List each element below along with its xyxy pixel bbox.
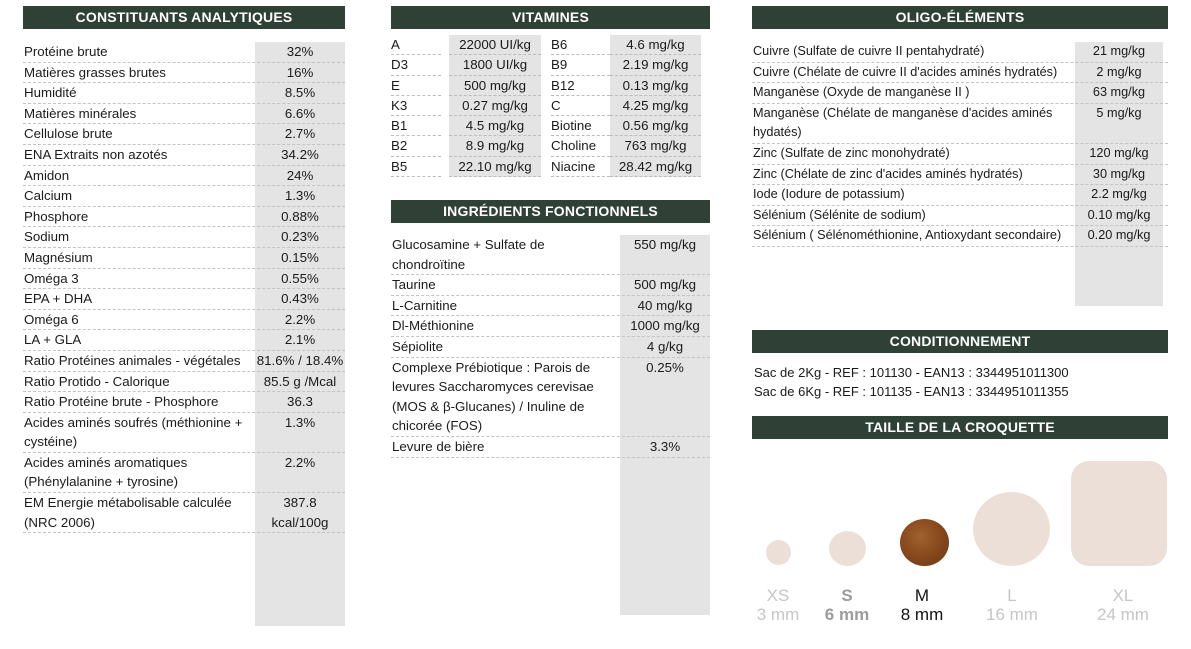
kibble-label-l bbox=[972, 586, 1052, 624]
row-value: 2.2% bbox=[284, 311, 316, 327]
row-value: 1.3% bbox=[284, 188, 316, 204]
analytical-row bbox=[23, 63, 345, 84]
vitamins-title: VITAMINES bbox=[391, 6, 710, 29]
vitamins-table bbox=[391, 35, 710, 177]
kibble-size-mm: 8 mm bbox=[900, 605, 944, 624]
row-value: 2.2 mg/kg bbox=[1091, 187, 1147, 202]
row-value: 63 mg/kg bbox=[1092, 85, 1146, 100]
row-label: Sélénium (Sélénite de sodium) bbox=[753, 207, 926, 222]
analytical-row bbox=[23, 124, 345, 145]
row-value: 1000 mg/kg bbox=[630, 318, 700, 334]
analytical-row bbox=[23, 413, 345, 453]
row-value: 2 mg/kg bbox=[1096, 64, 1142, 79]
row-value: 0.15% bbox=[281, 249, 319, 265]
vitamin-value: 4.25 mg/kg bbox=[610, 96, 701, 116]
row-label: L-Carnitine bbox=[392, 297, 458, 313]
analytical-section bbox=[23, 6, 345, 533]
row-value: 6.6% bbox=[284, 105, 316, 121]
kibble-size-title: TAILLE DE LA CROQUETTE bbox=[752, 416, 1168, 439]
analytical-row bbox=[23, 392, 345, 413]
row-value: 24% bbox=[286, 167, 314, 183]
row-value: 0.10 mg/kg bbox=[1087, 207, 1151, 222]
row-value: 21 mg/kg bbox=[1092, 44, 1146, 58]
vitamin-name: B12 bbox=[551, 76, 610, 96]
row-value: 0.20 mg/kg bbox=[1087, 228, 1151, 243]
analytical-row bbox=[23, 104, 345, 125]
functional-row bbox=[391, 316, 710, 337]
row-value: 2.2% bbox=[284, 454, 316, 470]
vitamin-value: 0.27 mg/kg bbox=[449, 96, 541, 116]
row-value: 32% bbox=[286, 44, 314, 59]
kibble-s-shape bbox=[829, 531, 866, 566]
analytical-row bbox=[23, 207, 345, 228]
row-value: 85.5 g /Mcal bbox=[263, 373, 337, 389]
vitamin-name: B1 bbox=[391, 116, 441, 136]
vitamin-value: 22.10 mg/kg bbox=[449, 157, 541, 177]
oligo-row bbox=[752, 83, 1168, 104]
vitamin-value: 763 mg/kg bbox=[610, 136, 701, 156]
row-label: Taurine bbox=[392, 277, 436, 293]
vitamin-value: 0.56 mg/kg bbox=[610, 116, 701, 136]
row-value: 0.88% bbox=[281, 208, 319, 224]
functional-row bbox=[391, 358, 710, 437]
analytical-row bbox=[23, 248, 345, 269]
row-value: 30 mg/kg bbox=[1092, 166, 1146, 181]
row-value: 1.3% bbox=[284, 414, 316, 430]
analytical-row bbox=[23, 330, 345, 351]
oligo-title: OLIGO-ÉLÉMENTS bbox=[752, 6, 1168, 29]
vitamin-row bbox=[391, 76, 710, 96]
row-label: Zinc (Chélate de zinc d'acides aminés hydratés) bbox=[753, 166, 1023, 181]
kibble-size-mm: 6 mm bbox=[824, 605, 870, 624]
row-label: Ratio Protéines animales - végétales bbox=[24, 352, 241, 368]
row-value: 40 mg/kg bbox=[637, 297, 693, 313]
packaging-line: Sac de 2Kg - REF : 101130 - EAN13 : 3344951011300 bbox=[754, 365, 1069, 380]
row-label: Oméga 6 bbox=[24, 311, 79, 327]
kibble-xl-shape bbox=[1071, 461, 1167, 566]
row-label: Sodium bbox=[24, 229, 70, 245]
vitamin-value: 0.13 mg/kg bbox=[610, 76, 701, 96]
row-label: Manganèse (Chélate de manganèse d'acides aminés hydatés) bbox=[753, 105, 1053, 140]
row-label: LA + GLA bbox=[24, 332, 82, 348]
row-label: Iode (Iodure de potassium) bbox=[753, 187, 905, 202]
row-value: 3.3% bbox=[649, 438, 681, 454]
row-value: 16% bbox=[286, 64, 314, 80]
vitamin-name: B9 bbox=[551, 55, 610, 75]
vitamin-row bbox=[391, 35, 710, 55]
analytical-row bbox=[23, 289, 345, 310]
row-value: 0.55% bbox=[281, 270, 319, 286]
row-label: ENA Extraits non azotés bbox=[24, 146, 168, 162]
functional-section bbox=[391, 200, 710, 458]
kibble-size-letter: XS bbox=[766, 586, 790, 605]
row-label: Acides aminés soufrés (méthionine + cystéine) bbox=[24, 414, 243, 450]
row-value: 120 mg/kg bbox=[1089, 145, 1149, 160]
oligo-row bbox=[752, 144, 1168, 165]
kibble-size-mm: 3 mm bbox=[756, 605, 800, 624]
oligo-table bbox=[752, 42, 1168, 247]
row-label: Ratio Protido - Calorique bbox=[24, 373, 170, 389]
analytical-row bbox=[23, 351, 345, 372]
kibble-m-shape bbox=[900, 519, 949, 566]
packaging-section bbox=[752, 330, 1168, 401]
analytical-row bbox=[23, 453, 345, 493]
row-label: Manganèse (Oxyde de manganèse II ) bbox=[753, 85, 970, 100]
kibble-size-letter: XL bbox=[1112, 586, 1134, 605]
row-value: 387.8 kcal/100g bbox=[271, 495, 329, 530]
analytical-row bbox=[23, 166, 345, 187]
row-label: Sépiolite bbox=[392, 338, 444, 354]
vitamin-value: 500 mg/kg bbox=[449, 76, 541, 96]
analytical-row bbox=[23, 145, 345, 166]
analytical-row bbox=[23, 227, 345, 248]
vitamin-row bbox=[391, 55, 710, 75]
row-label: Phosphore bbox=[24, 208, 89, 224]
vitamin-row bbox=[391, 96, 710, 116]
oligo-row bbox=[752, 63, 1168, 84]
functional-row bbox=[391, 235, 710, 275]
row-label: EPA + DHA bbox=[24, 291, 93, 307]
packaging-title: CONDITIONNEMENT bbox=[752, 330, 1168, 353]
row-label: Matières minérales bbox=[24, 105, 137, 121]
vitamin-name: Choline bbox=[551, 136, 610, 156]
row-value: 0.25% bbox=[646, 359, 684, 375]
row-label: Matières grasses brutes bbox=[24, 64, 166, 80]
row-label: Humidité bbox=[24, 85, 77, 101]
row-label: Cellulose brute bbox=[24, 126, 113, 142]
functional-row bbox=[391, 275, 710, 296]
kibble-label-xl bbox=[1083, 586, 1163, 624]
row-label: Amidon bbox=[24, 167, 70, 183]
vitamin-name: E bbox=[391, 76, 441, 96]
row-value: 4 g/kg bbox=[646, 338, 684, 354]
row-label: Calcium bbox=[24, 188, 73, 204]
row-value: 81.6% / 18.4% bbox=[256, 352, 344, 368]
row-value: 34.2% bbox=[281, 146, 319, 162]
analytical-title: CONSTITUANTS ANALYTIQUES bbox=[23, 6, 345, 29]
vitamin-name: B5 bbox=[391, 157, 441, 177]
analytical-row bbox=[23, 372, 345, 393]
packaging-lines bbox=[752, 363, 1168, 401]
vitamin-value: 1800 UI/kg bbox=[449, 55, 541, 75]
oligo-section bbox=[752, 6, 1168, 247]
kibble-l-shape bbox=[973, 492, 1050, 566]
vitamin-name: Biotine bbox=[551, 116, 610, 136]
row-label: Acides aminés aromatiques (Phénylalanine + tyrosine) bbox=[24, 454, 188, 490]
row-label: Ratio Protéine brute - Phosphore bbox=[24, 394, 219, 410]
kibble-size-letter: M bbox=[914, 586, 930, 605]
kibble-label-xs bbox=[738, 586, 818, 624]
row-label: Magnésium bbox=[24, 249, 93, 265]
vitamin-name: K3 bbox=[391, 96, 441, 116]
functional-row bbox=[391, 296, 710, 317]
row-value: 500 mg/kg bbox=[633, 277, 697, 293]
analytical-row bbox=[23, 269, 345, 290]
row-value: 550 mg/kg bbox=[633, 237, 697, 252]
analytical-row bbox=[23, 83, 345, 104]
analytical-row bbox=[23, 186, 345, 207]
kibble-size-letter: L bbox=[1007, 586, 1017, 605]
vitamin-name: A bbox=[391, 35, 441, 55]
vitamin-row bbox=[391, 157, 710, 177]
vitamin-value: 4.5 mg/kg bbox=[449, 116, 541, 136]
row-label: EM Energie métabolisable calculée (NRC 2006) bbox=[24, 495, 232, 530]
analytical-row bbox=[23, 42, 345, 63]
row-label: Dl-Méthionine bbox=[392, 318, 475, 334]
kibble-size-section bbox=[752, 416, 1168, 439]
row-label: Cuivre (Sulfate de cuivre II pentahydraté) bbox=[753, 44, 985, 58]
kibble-size-mm: 16 mm bbox=[986, 605, 1038, 624]
kibble-size-mm: 24 mm bbox=[1097, 605, 1149, 624]
functional-table bbox=[391, 235, 710, 458]
analytical-row bbox=[23, 310, 345, 331]
row-label: Zinc (Sulfate de zinc monohydraté) bbox=[753, 145, 950, 160]
row-value: 2.7% bbox=[284, 126, 316, 142]
vitamin-value: 2.19 mg/kg bbox=[610, 55, 701, 75]
row-label: Levure de bière bbox=[392, 438, 485, 454]
row-value: 8.5% bbox=[284, 85, 316, 101]
kibble-label-m bbox=[882, 586, 962, 624]
functional-title: INGRÉDIENTS FONCTIONNELS bbox=[391, 200, 710, 223]
analytical-table bbox=[23, 42, 345, 533]
packaging-line: Sac de 6Kg - REF : 101135 - EAN13 : 3344951011355 bbox=[754, 384, 1069, 399]
kibble-label-s bbox=[807, 586, 887, 624]
vitamin-name: B2 bbox=[391, 136, 441, 156]
vitamin-value: 4.6 mg/kg bbox=[610, 35, 701, 55]
vitamin-name: D3 bbox=[391, 55, 441, 75]
row-label: Oméga 3 bbox=[24, 270, 79, 286]
kibble-xs-shape bbox=[766, 540, 791, 565]
functional-row bbox=[391, 437, 710, 458]
oligo-row bbox=[752, 185, 1168, 206]
vitamins-section bbox=[391, 6, 710, 177]
row-label: Complexe Prébiotique : Parois de levures Saccharomyces cerevisae (MOS & β-Glucanes) / Inuline de chicorée (FOS) bbox=[392, 359, 594, 434]
row-value: 0.23% bbox=[281, 229, 319, 245]
oligo-row bbox=[752, 226, 1168, 247]
vitamin-name: B6 bbox=[551, 35, 610, 55]
vitamin-row bbox=[391, 136, 710, 156]
functional-row bbox=[391, 337, 710, 358]
vitamin-value: 22000 UI/kg bbox=[449, 35, 541, 55]
vitamin-name: C bbox=[551, 96, 610, 116]
row-value: 0.43% bbox=[281, 291, 319, 307]
row-value: 2.1% bbox=[284, 332, 316, 348]
row-value: 5 mg/kg bbox=[1096, 105, 1142, 120]
vitamin-value: 28.42 mg/kg bbox=[610, 157, 701, 177]
kibble-size-letter: S bbox=[841, 586, 853, 605]
oligo-row bbox=[752, 206, 1168, 227]
oligo-row bbox=[752, 165, 1168, 186]
row-label: Cuivre (Chélate de cuivre II d'acides aminés hydratés) bbox=[753, 64, 1058, 79]
vitamin-name: Niacine bbox=[551, 157, 610, 177]
analytical-row bbox=[23, 493, 345, 533]
vitamin-row bbox=[391, 116, 710, 136]
row-label: Glucosamine + Sulfate de chondroïtine bbox=[392, 237, 545, 272]
oligo-row bbox=[752, 42, 1168, 63]
row-label: Sélénium ( Sélénométhionine, Antioxydant secondaire) bbox=[753, 228, 1062, 243]
oligo-row bbox=[752, 104, 1168, 144]
row-label: Protéine brute bbox=[24, 44, 108, 59]
row-value: 36.3 bbox=[287, 394, 313, 410]
vitamin-value: 8.9 mg/kg bbox=[449, 136, 541, 156]
